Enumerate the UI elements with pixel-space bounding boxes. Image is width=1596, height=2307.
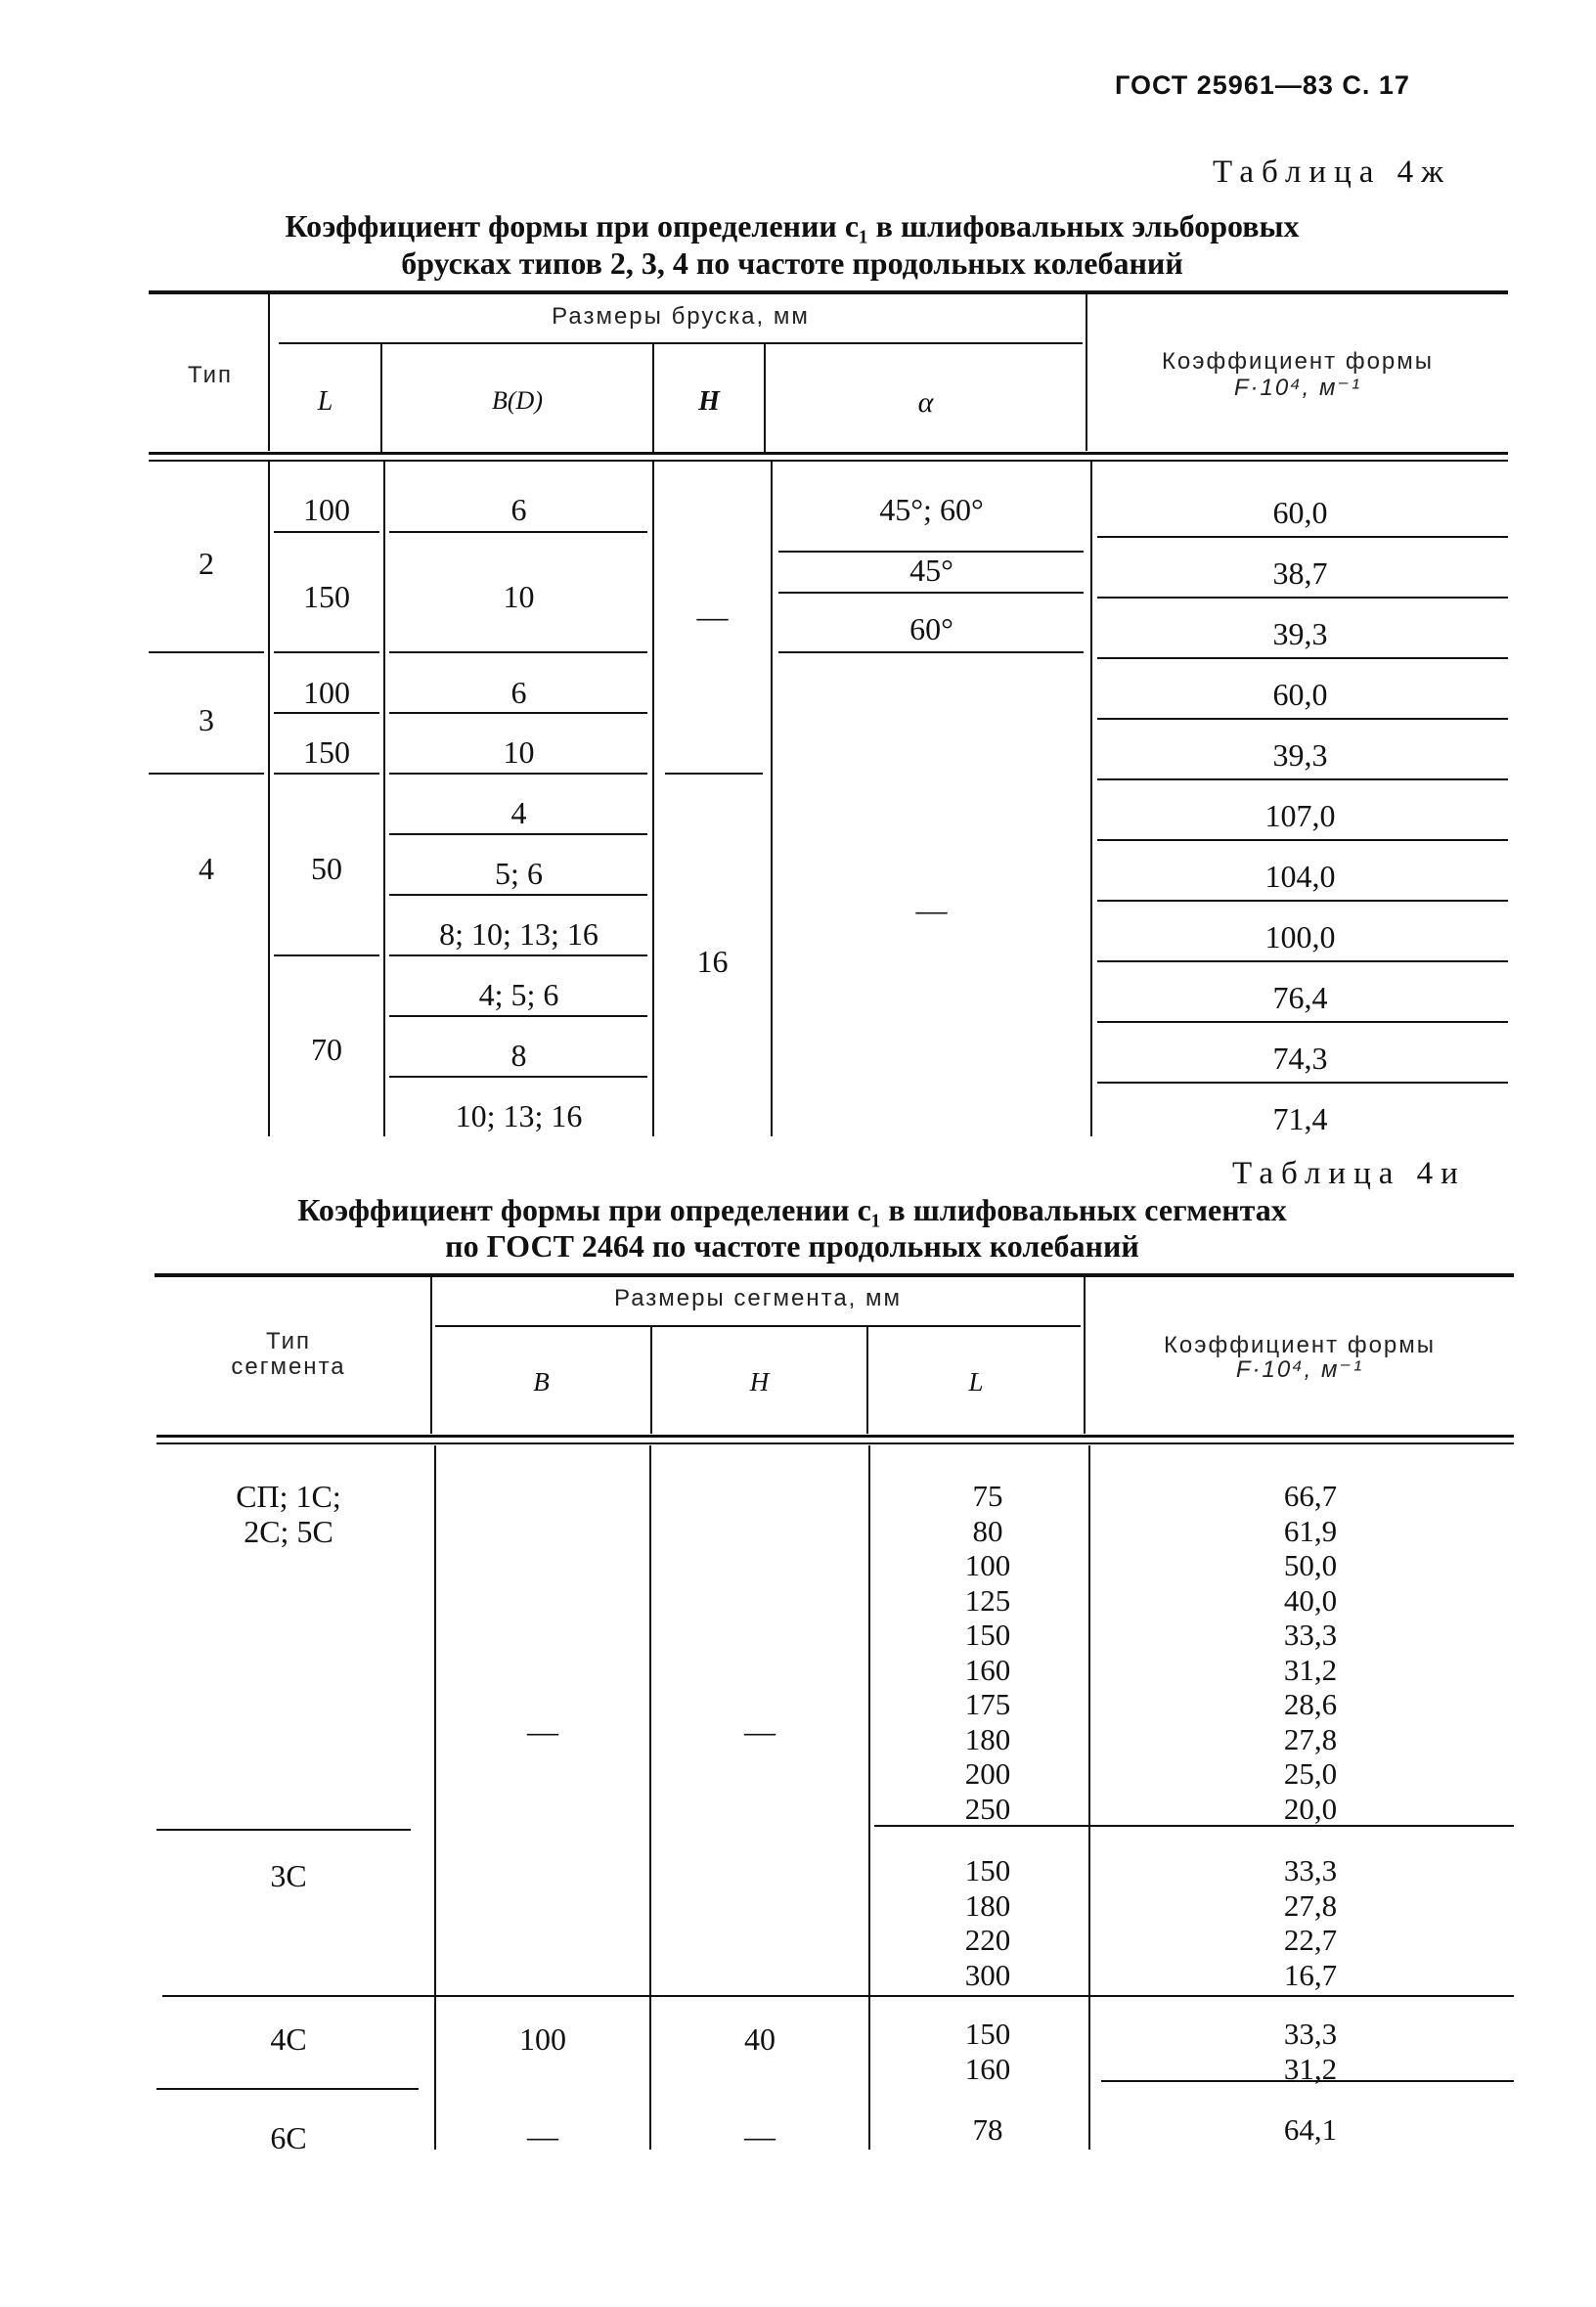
t1-alpha: 60°: [909, 611, 953, 646]
t1-h-type2-end: [149, 651, 264, 653]
t1-h-c9: [1097, 1021, 1508, 1023]
t1-head-rule-b: [149, 460, 1508, 462]
page-header: ГОСТ 25961—83 С. 17: [1115, 70, 1410, 100]
t1-h-B6: [389, 894, 647, 896]
t2-type: 6С: [270, 2120, 307, 2155]
t1-h-c10: [1097, 1082, 1508, 1084]
t1-coef: 76,4: [1272, 980, 1328, 1015]
t1-coef: 39,3: [1272, 737, 1328, 773]
t1-head-type: Тип: [187, 362, 233, 388]
t1-B: 4: [510, 795, 527, 830]
t2-h2: [162, 1995, 1514, 1997]
t1-coef: 74,3: [1272, 1041, 1328, 1076]
t2-bv3: [868, 1445, 870, 2150]
t2-F: 27,8: [1283, 1721, 1338, 1756]
t1-B: 10: [503, 734, 535, 770]
t2-F-list: [1242, 1479, 1379, 1826]
t2-sizes-rule: [435, 1325, 1081, 1327]
t1-B: 6: [510, 675, 527, 710]
t1-L: 50: [311, 851, 342, 886]
t2-F: 22,7: [1283, 1923, 1338, 1957]
t1-h-B4: [389, 773, 647, 775]
t2-F-list: [1242, 2017, 1379, 2086]
t1-head-rule-a: [149, 452, 1508, 455]
t1-head-alpha: α: [917, 386, 934, 419]
t2-F: 28,6: [1283, 1687, 1338, 1721]
t2-type: 2С; 5С: [244, 1514, 333, 1549]
t1-coef: 104,0: [1264, 859, 1336, 894]
t1-h-L1: [274, 531, 379, 533]
t1-type-2: 2: [199, 546, 214, 581]
t2-head-type-1: Тип: [265, 1328, 311, 1354]
t2-L: 78: [972, 2112, 1003, 2147]
t2-F: 16,7: [1283, 1957, 1338, 1992]
t2-head-L: L: [968, 1367, 984, 1397]
t1-h-c8: [1097, 960, 1508, 962]
t2-L: 180: [964, 1887, 1011, 1923]
t1-B: 10: [503, 579, 535, 614]
t1-alpha: —: [915, 892, 948, 927]
t2-F: 31,2: [1283, 1652, 1338, 1687]
t1-type-3: 3: [199, 702, 214, 737]
t1-h-B3: [389, 712, 647, 714]
t2-L: 80: [972, 1513, 1003, 1548]
t2-L: 160: [964, 1652, 1011, 1687]
t2-bv4: [1088, 1445, 1090, 2150]
t1-v1: [268, 294, 270, 451]
t1-h-L5: [274, 954, 379, 956]
t1-bv3: [652, 462, 654, 1136]
t2-B: 100: [519, 2021, 566, 2057]
t1-h-c1: [1097, 536, 1508, 538]
t2-head-H: H: [749, 1367, 770, 1397]
t1-h-type3-end: [149, 773, 264, 775]
t1-h-c6: [1097, 839, 1508, 841]
t1-L: 150: [303, 579, 350, 614]
t1-h-B7: [389, 954, 647, 956]
t1-head-coef-unit: F·10⁴, м⁻¹: [1233, 375, 1362, 401]
t1-B: 5; 6: [495, 856, 543, 891]
t1-h-B8: [389, 1015, 647, 1017]
t1-h-H1: [665, 773, 763, 775]
t2-L: 100: [964, 1548, 1011, 1582]
t1-H: 16: [696, 944, 729, 979]
t1-h-a3: [778, 651, 1084, 653]
t1-h-L2: [274, 651, 379, 653]
t2-L: 220: [964, 1923, 1011, 1957]
t2-L-list: [929, 1479, 1046, 1826]
t2-L: 150: [964, 2017, 1011, 2051]
t1-L: 70: [311, 1032, 342, 1067]
t2-F: 66,7: [1283, 1479, 1338, 1513]
t1-coef: 39,3: [1272, 616, 1328, 651]
t1-h-c7: [1097, 900, 1508, 902]
t1-sizes-rule: [279, 342, 1083, 344]
t1-coef: 38,7: [1272, 555, 1328, 591]
t1-h-c4: [1097, 718, 1508, 720]
t2-type: 3С: [270, 1858, 307, 1893]
t1-alpha: 45°; 60°: [879, 492, 984, 527]
table-4zh-title-line2: брусках типов 2, 3, 4 по частоте продольных колебаний: [401, 245, 1183, 281]
t2-h1: [156, 1829, 411, 1831]
t2-L: 180: [964, 1721, 1011, 1756]
t1-L: 100: [303, 492, 350, 527]
t2-F: 40,0: [1283, 1582, 1338, 1618]
t1-h-B1: [389, 531, 647, 533]
t1-L: 150: [303, 734, 350, 770]
t1-B: 4; 5; 6: [478, 977, 559, 1012]
t1-type-4: 4: [199, 851, 214, 886]
t2-L-list: [929, 2017, 1046, 2086]
t2-head-B: B: [533, 1367, 550, 1397]
t1-H: —: [696, 599, 729, 634]
t1-coef: 60,0: [1272, 677, 1328, 712]
t2-head-rule-a: [156, 1435, 1514, 1438]
t1-h-c3: [1097, 657, 1508, 659]
t2-F: 27,8: [1283, 1887, 1338, 1923]
table-4i-title-line1: Коэффициент формы при определении с₁ в шлифовальных сегментах: [297, 1192, 1287, 1227]
t2-L: 200: [964, 1756, 1011, 1791]
t1-coef: 71,4: [1272, 1101, 1328, 1136]
t2-L: 250: [964, 1791, 1011, 1826]
t1-coef: 100,0: [1264, 919, 1336, 954]
t1-h-L4: [274, 773, 379, 775]
t2-F: 33,3: [1283, 2017, 1338, 2051]
t1-B: 8: [510, 1038, 527, 1073]
t1-h-B5: [389, 833, 647, 835]
table-4i-title-line2: по ГОСТ 2464 по частоте продольных колебаний: [445, 1228, 1139, 1264]
t1-head-sizes: Размеры бруска, мм: [552, 303, 810, 330]
t2-L: 150: [964, 1853, 1011, 1887]
t2-H: —: [744, 2118, 776, 2153]
t2-F: 61,9: [1283, 1513, 1338, 1548]
t1-alpha: 45°: [909, 553, 953, 588]
t2-B: —: [527, 2118, 558, 2153]
t1-B: 10; 13; 16: [455, 1098, 583, 1133]
t2-F: 31,2: [1283, 2051, 1338, 2086]
t2-type: СП; 1С;: [236, 1479, 341, 1514]
t2-L-list: [929, 2112, 1046, 2148]
t2-B: —: [527, 1713, 558, 1749]
t2-head-coef-unit: F·10⁴, м⁻¹: [1235, 1356, 1364, 1383]
t2-L-list: [929, 1853, 1046, 1992]
t1-coef: 107,0: [1264, 798, 1336, 833]
t2-F-list: [1242, 2112, 1379, 2148]
t2-F: 33,3: [1283, 1853, 1338, 1887]
t1-h-L3: [274, 712, 379, 714]
t2-F-list: [1242, 1853, 1379, 1992]
t2-h3: [156, 2088, 419, 2090]
t1-B: 6: [510, 492, 527, 527]
t2-F: 50,0: [1283, 1548, 1338, 1582]
t2-F: 25,0: [1283, 1756, 1338, 1791]
t2-head-sizes: Размеры сегмента, мм: [613, 1285, 902, 1311]
table-4zh-label: Таблица 4ж: [1213, 155, 1451, 190]
t2-L: 75: [972, 1479, 1003, 1513]
t1-head-H: H: [698, 386, 720, 417]
t2-F: 33,3: [1283, 1618, 1338, 1652]
t2-L: 175: [964, 1687, 1011, 1721]
t2-L: 300: [964, 1957, 1011, 1992]
t1-L: 100: [303, 675, 350, 710]
t2-L: 150: [964, 1618, 1011, 1652]
t1-h-B9: [389, 1076, 647, 1078]
table-4zh-title-line1: Коэффициент формы при определении с₁ в шлифовальных эльборовых: [285, 208, 1300, 244]
t1-h-c5: [1097, 778, 1508, 780]
t1-h-a2: [778, 592, 1084, 594]
t1-h-c2: [1097, 597, 1508, 599]
t2-L: 160: [964, 2051, 1011, 2086]
t1-top-rule: [149, 290, 1508, 294]
t2-F: 20,0: [1283, 1791, 1338, 1826]
t2-H: —: [744, 1713, 776, 1749]
t2-head-type-2: сегмента: [231, 1353, 346, 1380]
t2-type: 4С: [270, 2021, 307, 2057]
t2-L: 125: [964, 1582, 1011, 1618]
t2-head-rule-b: [156, 1442, 1514, 1444]
table-4i-label: Таблица 4и: [1232, 1156, 1466, 1191]
t2-top-rule: [155, 1273, 1514, 1277]
t2-F: 64,1: [1283, 2112, 1338, 2147]
t2-head-coef: Коэффициент формы: [1163, 1332, 1437, 1358]
t1-head-coef: Коэффициент формы: [1161, 348, 1435, 375]
t1-head-L: L: [317, 386, 333, 417]
t1-h-B2: [389, 651, 647, 653]
t2-H: 40: [744, 2021, 776, 2057]
t1-coef: 60,0: [1272, 495, 1328, 530]
t1-B: 8; 10; 13; 16: [439, 916, 598, 952]
t1-head-BD: B(D): [492, 386, 543, 415]
